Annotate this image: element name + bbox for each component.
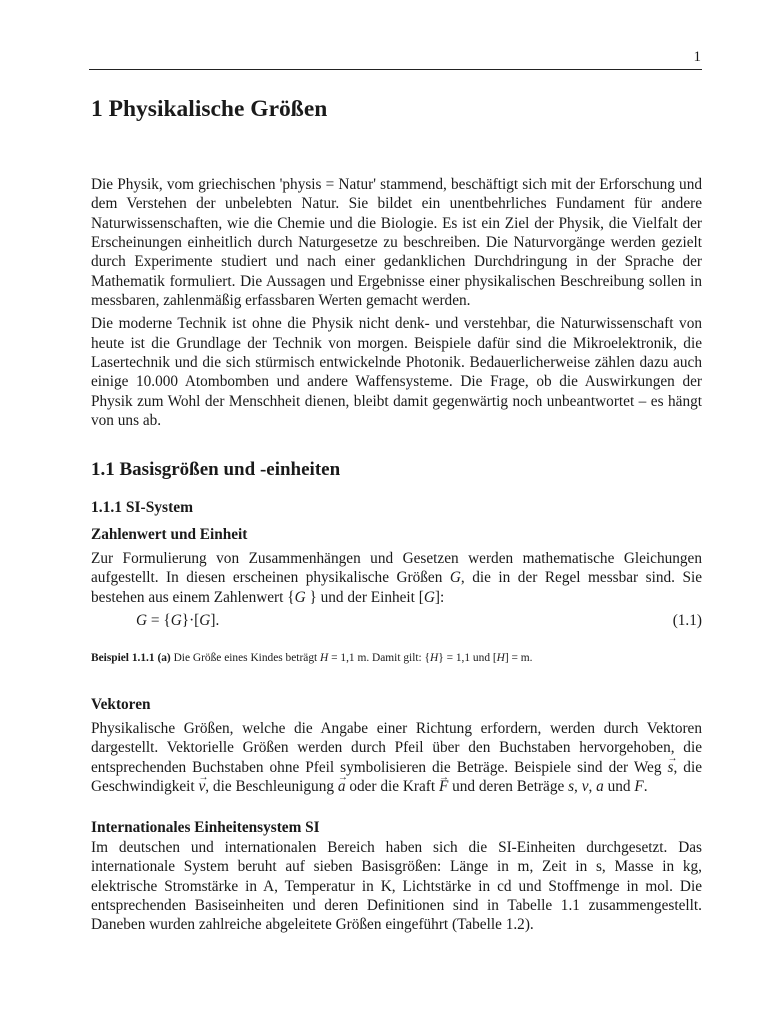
vector-v: → v [198, 777, 205, 796]
vector-a: → a [338, 777, 346, 796]
section-title: 1.1 Basisgrößen und -einheiten [91, 459, 341, 480]
header-rule [89, 69, 702, 70]
zahlenwert-paragraph: Zur Formulierung von Zusammenhängen und Gesetzen werden mathematische Gleichungen aufgestellt. In diesen erscheinen physikalische Größen G, die in der Regel messbar sind. Sie bestehen aus einem Zahlenwert {G } und der Einheit [G]: [91, 550, 702, 606]
example-line: Beispiel 1.1.1 (a) Die Größe eines Kindes beträgt H = 1,1 m. Damit gilt: {H} = 1,1 und [H] = m. [91, 652, 533, 664]
vektoren-block [91, 719, 702, 796]
subsection-title: 1.1.1 SI-System [91, 499, 194, 516]
equation: G = {G}·[G]. [136, 612, 220, 629]
equation-number: (1.1) [672, 612, 702, 629]
vector-s: → s [668, 758, 674, 777]
zahlenwert-heading: Zahlenwert und Einheit [91, 526, 248, 543]
si-paragraph: Im deutschen und internationalen Bereich haben sich die SI-Einheiten durchgesetzt. Das internationale System beruht auf sieben Basisgrößen: Länge in m, Zeit in s, Masse in kg, elektrische Stromstärke in A, Temperatur in K, Lichtstärke in cd und Stoffmenge in mol. Die entsprechenden Basiseinheiten und deren Definitionen sind in Tabelle 1.1 zusammengestellt. Daneben wurden zahlreiche abgeleitete Größen eingeführt (Tabelle 1.2). [91, 839, 702, 934]
intro-paragraph-1: Die Physik, vom griechischen 'physis = Natur' stammend, beschäftigt sich mit der Erforschung und dem Verstehen der unbelebten Natur. Sie bildet ein unentbehrliches Fundament für andere Naturwissenschaften, wie die Chemie und die Biologie. Es ist ein Ziel der Physik, die Vielfalt der Erscheinungen einheitlich durch Naturgesetze zu beschreiben. Die Naturvorgänge werden gezielt durch Experimente studiert und nach einer gedanklichen Durchdringung in der Sprache der Mathematik formuliert. Die Aussagen und Ergebnisse einer physikalischen Beschreibung sollen in messbaren, zahlenmäßig erfassbaren Werten gemacht werden. [91, 176, 702, 310]
intro-block [91, 175, 702, 430]
zahlenwert-block [91, 549, 702, 607]
vektoren-heading: Vektoren [91, 696, 151, 713]
intro-paragraph-2: Die moderne Technik ist ohne die Physik nicht denk- und verstehbar, die Naturwissenschaft von heute ist die Grundlage der Technik von morgen. Beispiele dafür sind die Mikroelektronik, die Lasertechnik und die sich stürmisch entwickelnde Photonik. Bedauerlicherweise zählen dazu auch einige 10.000 Atombomben und andere Waffensysteme. Die Frage, ob die Auswirkungen der Physik zum Wohl der Menschheit dienen, bleibt damit gegenwärtig noch unbeantwortet – es hängt von uns ab. [91, 315, 702, 430]
si-block [91, 838, 702, 935]
vektoren-paragraph: Physikalische Größen, welche die Angabe einer Richtung erfordern, werden durch Vektoren dargestellt. Vektorielle Größen werden durch Pfeil über den Buchstaben hervorgehoben, die entsprechenden Buchstaben ohne Pfeil symbolisieren die Beträge. Beispiele sind der Weg → s, die Geschwindigkeit → v, die Beschleunigung → a oder die Kraft → F und deren Beträge s, v, a und F. [91, 719, 702, 796]
vector-f: → F [439, 777, 448, 796]
chapter-title: 1 Physikalische Größen [91, 96, 328, 122]
si-heading: Internationales Einheitensystem SI [91, 819, 320, 836]
page-number: 1 [693, 49, 701, 65]
example-label: Beispiel 1.1.1 (a) [91, 652, 171, 664]
